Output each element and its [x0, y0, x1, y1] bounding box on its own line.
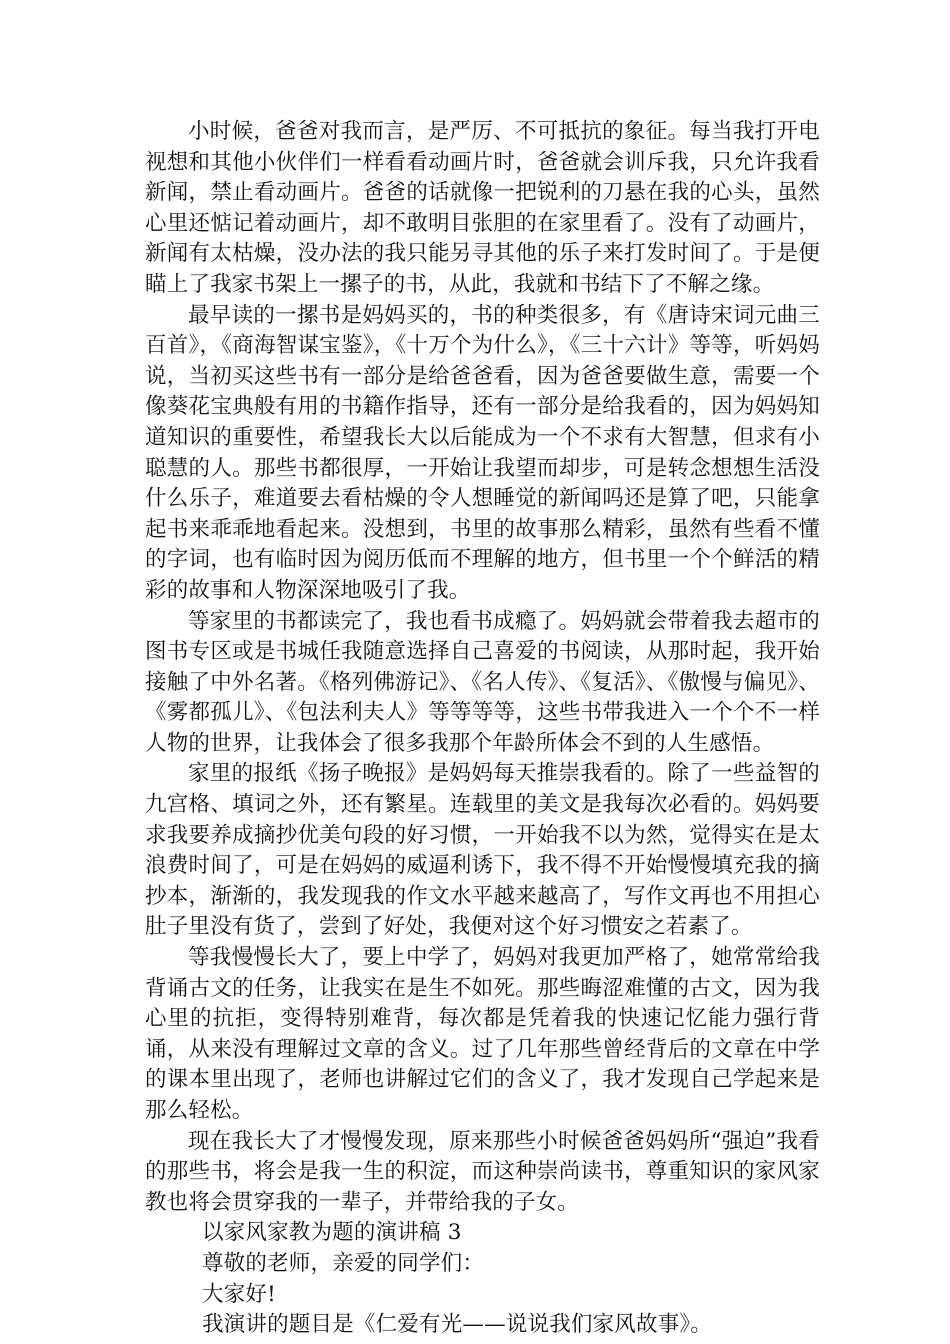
speech-topic: 我演讲的题目是《仁爱有光——说说我们家风故事》。: [202, 1312, 713, 1338]
speech-title: 以家风家教为题的演讲稿 3: [202, 1220, 462, 1246]
paragraph-ancient-texts: 等我慢慢长大了，要上中学了，妈妈对我更加严格了，她常常给我背诵古文的任务，让我实在是生不如死。那些晦涩难懂的古文，因为我心里的抗拒，变得特别难背，每次都是凭着我的快速记忆能力强行背诵，从来没有理解过文章的含义。过了几年那些曾经背后的文章在中学的课本里出现了，老师也讲解过它们的含义了，我才发现自己学起来是那么轻松。: [145, 945, 820, 1123]
document-page: [145, 117, 820, 1341]
paragraph-newspaper: 家里的报纸《扬子晚报》是妈妈每天推崇我看的。除了一些益智的九宫格、填词之外，还有繁星。连载里的美文是我每次必看的。妈妈要求我要养成摘抄优美句段的好习惯，一开始我不以为然，觉得实在是太浪费时间了，可是在妈妈的威逼利诱下，我不得不开始慢慢填充我的摘抄本，渐渐的，我发现我的作文水平越来越高了，写作文再也不用担心肚子里没有货了，尝到了好处，我便对这个好习惯安之若素了。: [145, 761, 820, 940]
speech-greeting: 大家好!: [202, 1281, 276, 1307]
speech-salutation: 尊敬的老师，亲爱的同学们：: [202, 1250, 485, 1276]
paragraph-childhood: 小时候，爸爸对我而言，是严厉、不可抵抗的象征。每当我打开电视想和其他小伙伴们一样看看动画片时，爸爸就会训斥我，只允许我看新闻，禁止看动画片。爸爸的话就像一把锐利的刀悬在我的心头，虽然心里还惦记着动画片，却不敢明目张胆的在家里看了。没有了动画片，新闻有太枯燥，没办法的我只能另寻其他的乐子来打发时间了。于是便瞄上了我家书架上一摞子的书，从此，我就和书结下了不解之缘。: [145, 119, 820, 297]
paragraph-reflection: 现在我长大了才慢慢发现，原来那些小时候爸爸妈妈所“强迫”我看的那些书，将会是我一生的积淀，而这种崇尚读书，尊重知识的家风家教也将会贯穿我的一辈子，并带给我的子女。: [145, 1128, 820, 1215]
paragraph-classics: 等家里的书都读完了，我也看书成瘾了。妈妈就会带着我去超市的图书专区或是书城任我随意选择自己喜爱的书阅读，从那时起，我开始接触了中外名著。《格列佛游记》、《名人传》、《复活》、《傲慢与偏见》、《雾都孤儿》、《包法利夫人》等等等等，这些书带我进入一个个不一样人物的世界，让我体会了很多我那个年龄所体会不到的人生感悟。: [145, 608, 820, 756]
paragraph-first-books: 最早读的一摞书是妈妈买的，书的种类很多，有《唐诗宋词元曲三百首》，《商海智谋宝鉴》，《十万个为什么》，《三十六计》等等，听妈妈说，当初买这些书有一部分是给爸爸看，因为爸爸要做生意，需要一个像葵花宝典般有用的书籍作指导，还有一部分是给我看的，因为妈妈知道知识的重要性，希望我长大以后能成为一个不求有大智慧，但求有小聪慧的人。那些书都很厚，一开始让我望而却步，可是转念想想生活没什么乐子，难道要去看枯燥的令人想睡觉的新闻吗还是算了吧，只能拿起书来乖乖地看起来。没想到，书里的故事那么精彩，虽然有些看不懂的字词，也有临时因为阅历低而不理解的地方，但书里一个个鲜活的精彩的故事和人物深深地吸引了我。: [145, 302, 820, 603]
